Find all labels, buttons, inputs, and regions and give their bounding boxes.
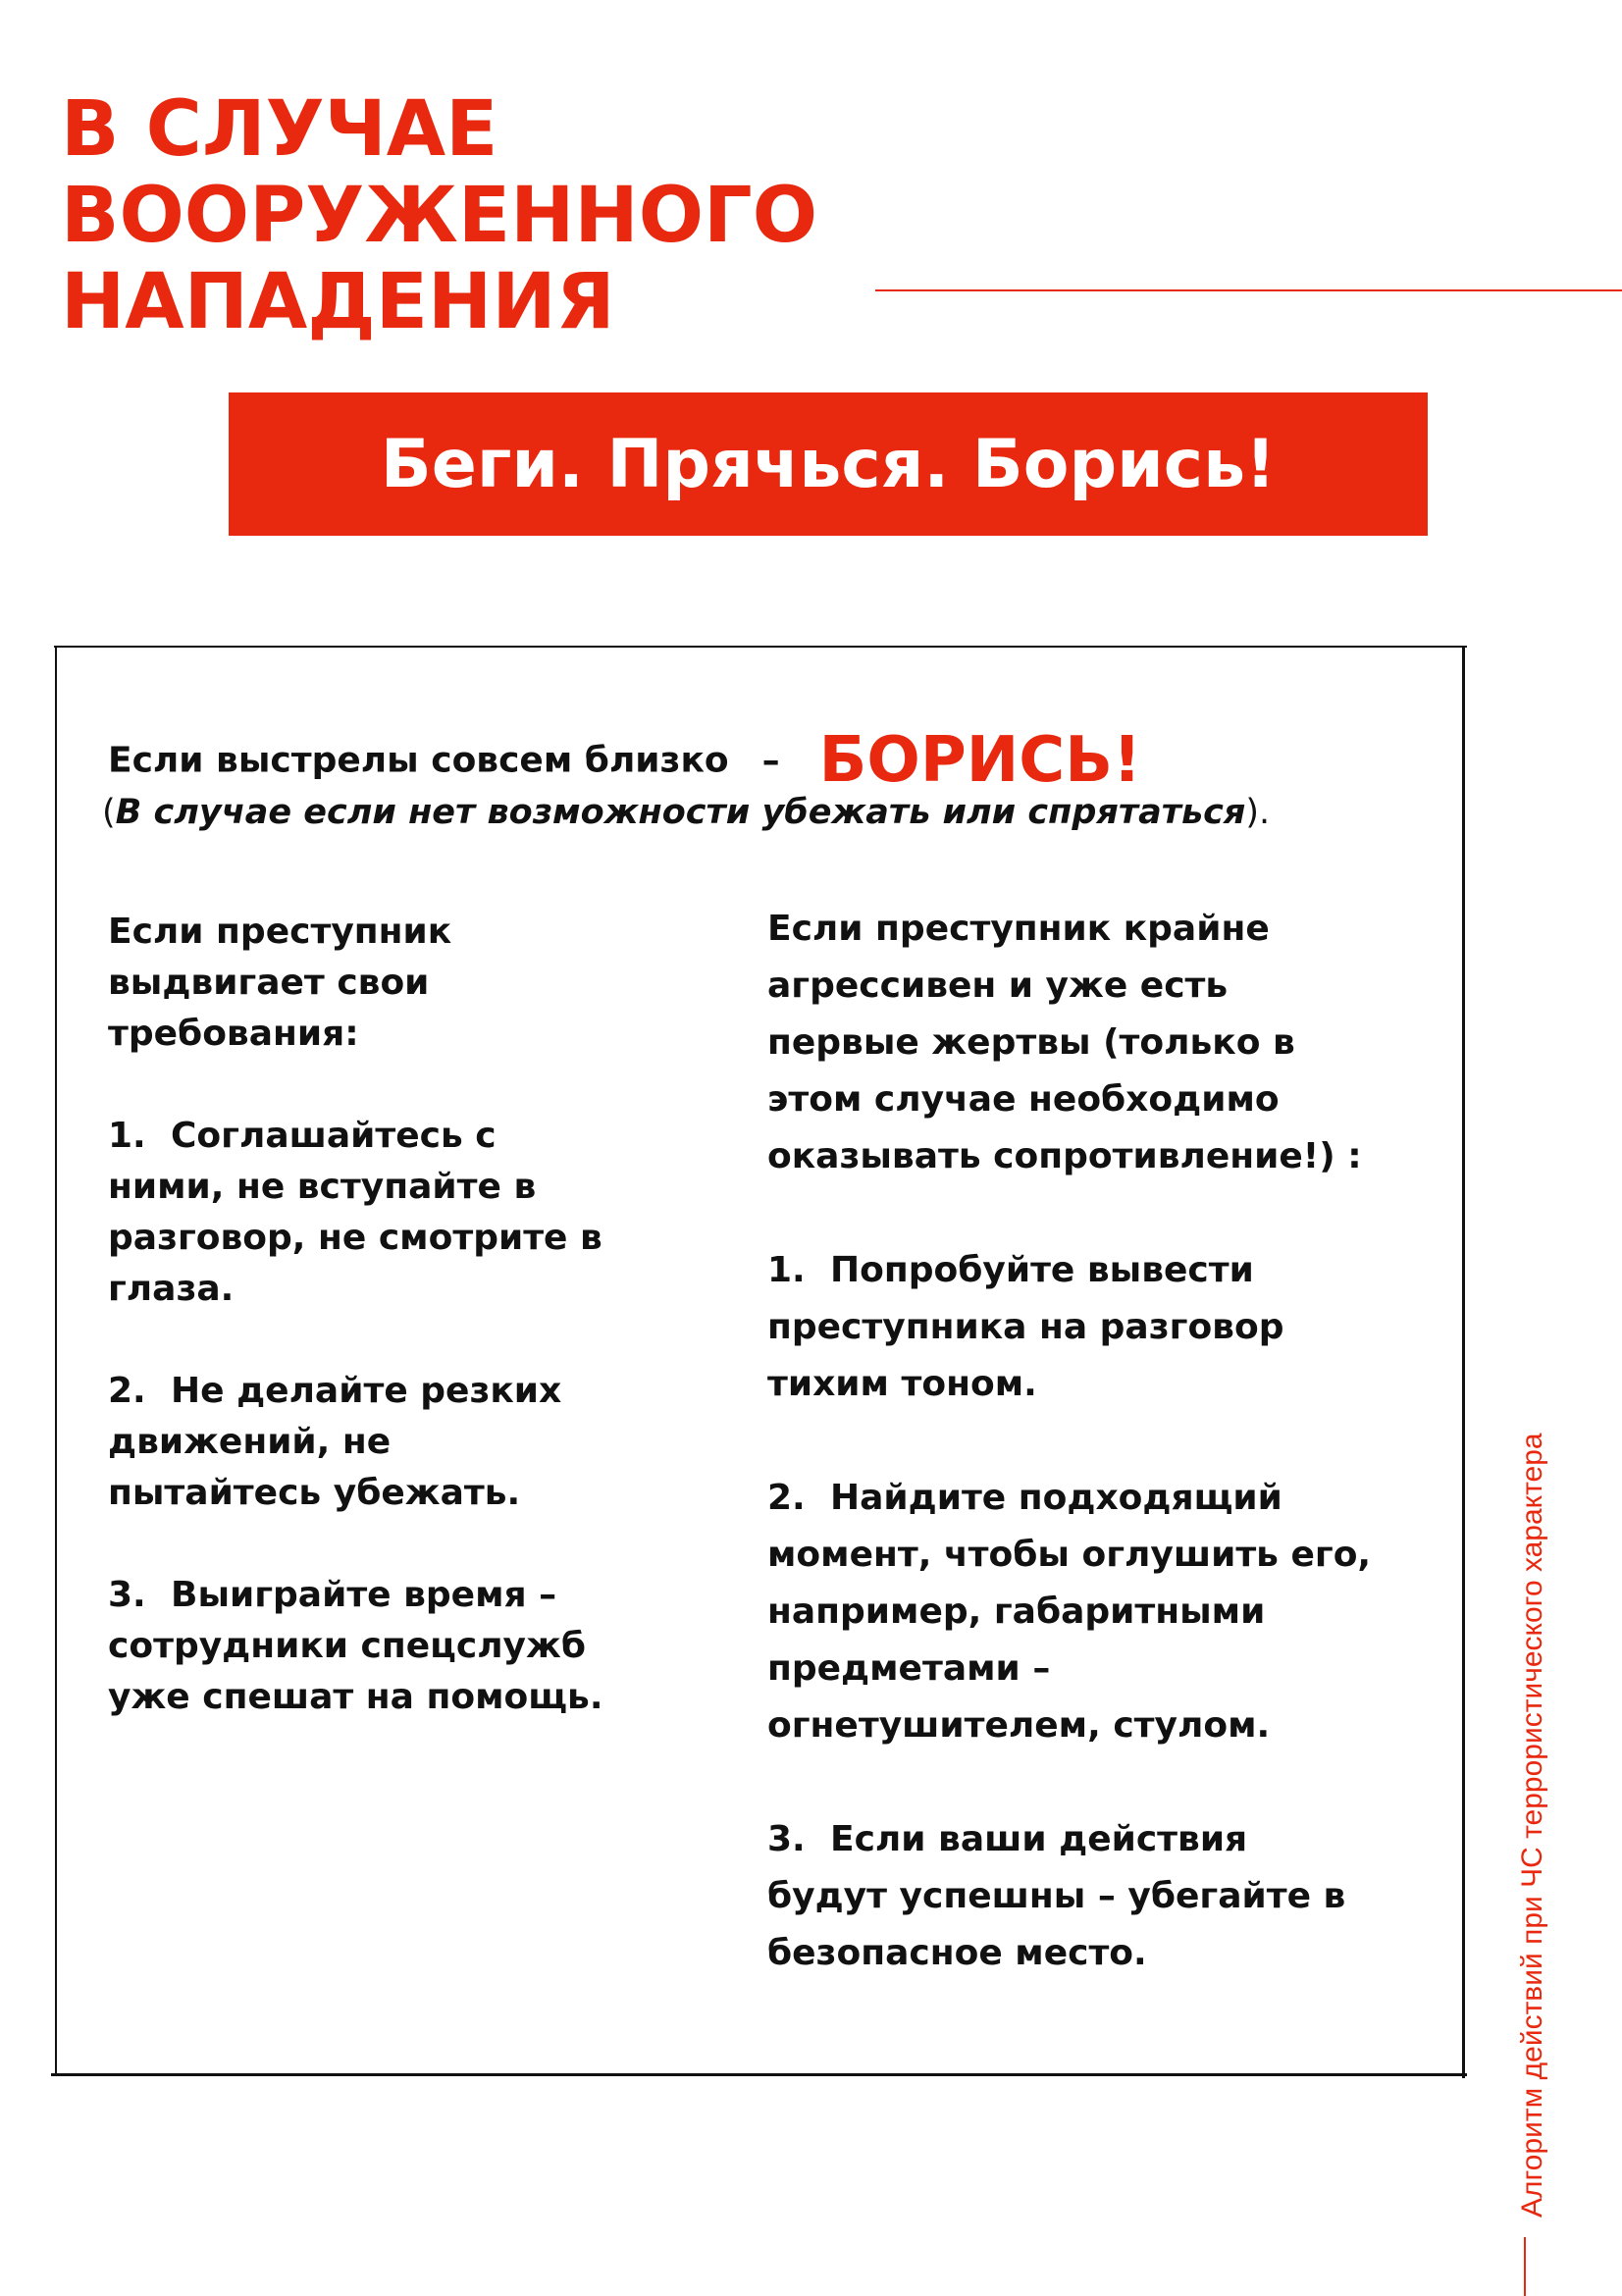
- left-item-3: [108, 1570, 716, 1723]
- item-line: будут успешны – убегайте в: [767, 1876, 1346, 1916]
- item-line: сотрудники спецслужб: [108, 1626, 586, 1666]
- heading-line: Если преступник: [108, 912, 452, 952]
- note-close-paren: ).: [1245, 793, 1271, 832]
- left-item-2: [108, 1366, 716, 1519]
- right-column: [767, 901, 1454, 1982]
- item-line: безопасное место.: [767, 1933, 1147, 1973]
- heading-line: требования:: [108, 1014, 359, 1054]
- item-number: 3.: [767, 1819, 806, 1859]
- item-line: Если ваши действия: [830, 1819, 1248, 1859]
- frame-right-border: [1462, 648, 1465, 2078]
- item-line: огнетушителем, стулом.: [767, 1705, 1271, 1746]
- item-line: Попробуйте вывести: [830, 1250, 1254, 1290]
- heading-line: агрессивен и уже есть: [767, 965, 1229, 1006]
- frame-bottom-border: [51, 2073, 1467, 2076]
- item-line: например, габаритными: [767, 1592, 1266, 1632]
- item-line: предметами –: [767, 1648, 1051, 1689]
- frame-left-border: [55, 646, 57, 2073]
- title-divider: [875, 289, 1622, 291]
- left-item-1: [108, 1111, 716, 1315]
- item-line: разговор, не смотрите в: [108, 1218, 602, 1258]
- item-line: Соглашайтесь с: [171, 1116, 497, 1156]
- heading-line: выдвигает свои: [108, 963, 430, 1003]
- item-line: ними, не вступайте в: [108, 1167, 537, 1207]
- intro-note: [102, 793, 1270, 832]
- item-line: пытайтесь убежать.: [108, 1473, 521, 1513]
- item-line: Выиграйте время –: [171, 1575, 557, 1615]
- item-line: Найдите подходящий: [830, 1478, 1282, 1518]
- item-line: уже спешат на помощь.: [108, 1677, 603, 1717]
- heading-line: Если преступник крайне: [767, 909, 1270, 949]
- item-number: 1.: [108, 1116, 146, 1156]
- left-heading: [108, 907, 716, 1060]
- frame-top-border: [54, 646, 1467, 648]
- intro-action: БОРИСЬ!: [818, 724, 1142, 797]
- slogan-banner: [229, 392, 1428, 536]
- item-line: движений, не: [108, 1422, 392, 1462]
- item-line: момент, чтобы оглушить его,: [767, 1535, 1372, 1575]
- note-text: В случае если нет возможности убежать или спрятаться: [115, 793, 1246, 832]
- heading-line: оказывать сопротивление!) :: [767, 1136, 1362, 1176]
- item-line: преступника на разговор: [767, 1307, 1284, 1347]
- title-line: ВООРУЖЕННОГО: [61, 172, 818, 260]
- item-line: глаза.: [108, 1269, 235, 1309]
- item-line: Не делайте резких: [171, 1371, 562, 1411]
- page-title: [61, 86, 817, 345]
- intro-line: [108, 724, 1141, 797]
- title-line: В СЛУЧАЕ: [61, 85, 498, 174]
- intro-dash: –: [761, 740, 780, 781]
- heading-line: первые жертвы (только в: [767, 1022, 1295, 1063]
- left-column: [108, 907, 716, 1723]
- right-item-3: [767, 1811, 1454, 1982]
- item-line: тихим тоном.: [767, 1364, 1037, 1404]
- note-open-paren: (: [102, 793, 116, 832]
- slogan-text: Беги. Прячься. Борись!: [380, 425, 1277, 503]
- title-line: НАПАДЕНИЯ: [61, 258, 615, 346]
- right-item-1: [767, 1242, 1454, 1413]
- side-caption: Алгоритм действий при ЧС террористического характера: [1516, 1433, 1548, 2218]
- heading-line: этом случае необходимо: [767, 1079, 1280, 1120]
- item-number: 1.: [767, 1250, 806, 1290]
- right-item-2: [767, 1470, 1454, 1754]
- item-number: 2.: [767, 1478, 806, 1518]
- item-number: 3.: [108, 1575, 146, 1615]
- right-heading: [767, 901, 1454, 1185]
- item-number: 2.: [108, 1371, 146, 1411]
- intro-condition: Если выстрелы совсем близко: [108, 740, 729, 781]
- side-caption-rule: [1524, 2237, 1526, 2296]
